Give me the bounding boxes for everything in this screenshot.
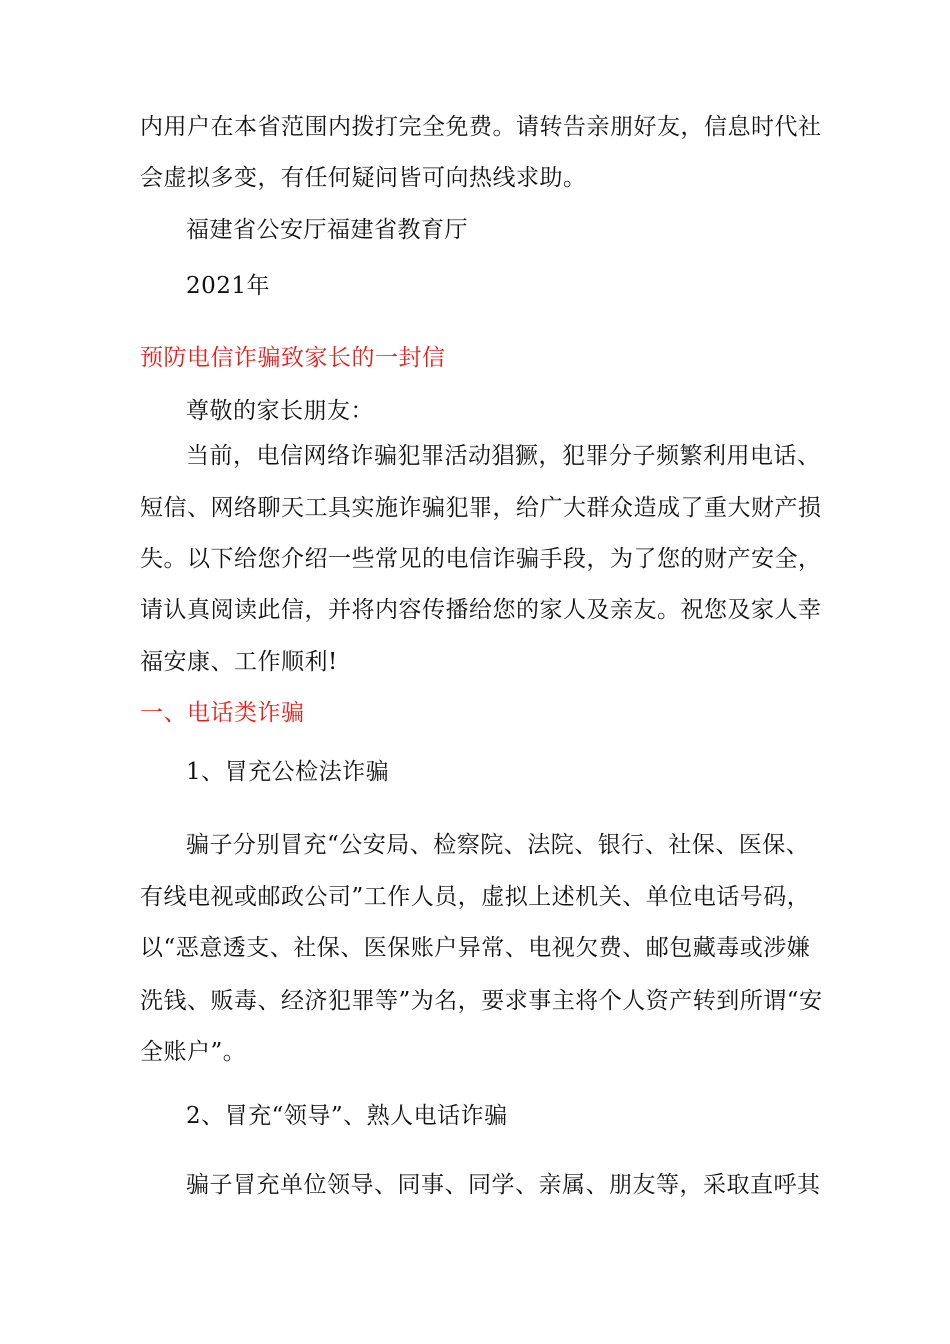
item1-line-5: 全账户”。 [140, 1039, 247, 1065]
item2-title: 2、冒充“领导”、熟人电话诈骗 [186, 1103, 508, 1129]
item1-line-1: 骗子分别冒充“公安局、检察院、法院、银行、社保、医保、 [186, 832, 810, 858]
intro-line-4: 请认真阅读此信，并将内容传播给您的家人及亲友。祝您及家人幸 [140, 597, 822, 623]
item1-line-4: 洗钱、贩毒、经济犯罪等”为名，要求事主将个人资产转到所谓“安 [140, 988, 823, 1014]
signature: 福建省公安厅福建省教育厅 [186, 217, 468, 243]
section-heading-phone-fraud: 一、电话类诈骗 [140, 700, 305, 726]
item1-line-3: 以“恶意透支、社保、医保账户异常、电视欠费、邮包藏毒或涉嫌 [140, 935, 811, 961]
salutation: 尊敬的家长朋友： [186, 398, 374, 424]
item1-line-2: 有线电视或邮政公司”工作人员，虚拟上述机关、单位电话号码， [140, 884, 811, 910]
intro-line-1: 当前，电信网络诈骗犯罪活动猖獗，犯罪分子频繁利用电话、 [186, 443, 821, 469]
continuation-line-2: 会虚拟多变，有任何疑问皆可向热线求助。 [140, 165, 587, 191]
intro-line-3: 失。以下给您介绍一些常见的电信诈骗手段，为了您的财产安全， [140, 546, 822, 572]
date-year: 2021年 [186, 273, 271, 299]
item2-line-1: 骗子冒充单位领导、同事、同学、亲属、朋友等，采取直呼其 [186, 1172, 821, 1198]
item1-title: 1、冒充公检法诈骗 [186, 759, 390, 785]
continuation-line-1: 内用户在本省范围内拨打完全免费。请转告亲朋好友，信息时代社 [140, 114, 822, 140]
intro-line-5: 福安康、工作顺利! [140, 649, 338, 675]
letter-title: 预防电信诈骗致家长的一封信 [140, 345, 446, 371]
intro-line-2: 短信、网络聊天工具实施诈骗犯罪，给广大群众造成了重大财产损 [140, 495, 822, 521]
